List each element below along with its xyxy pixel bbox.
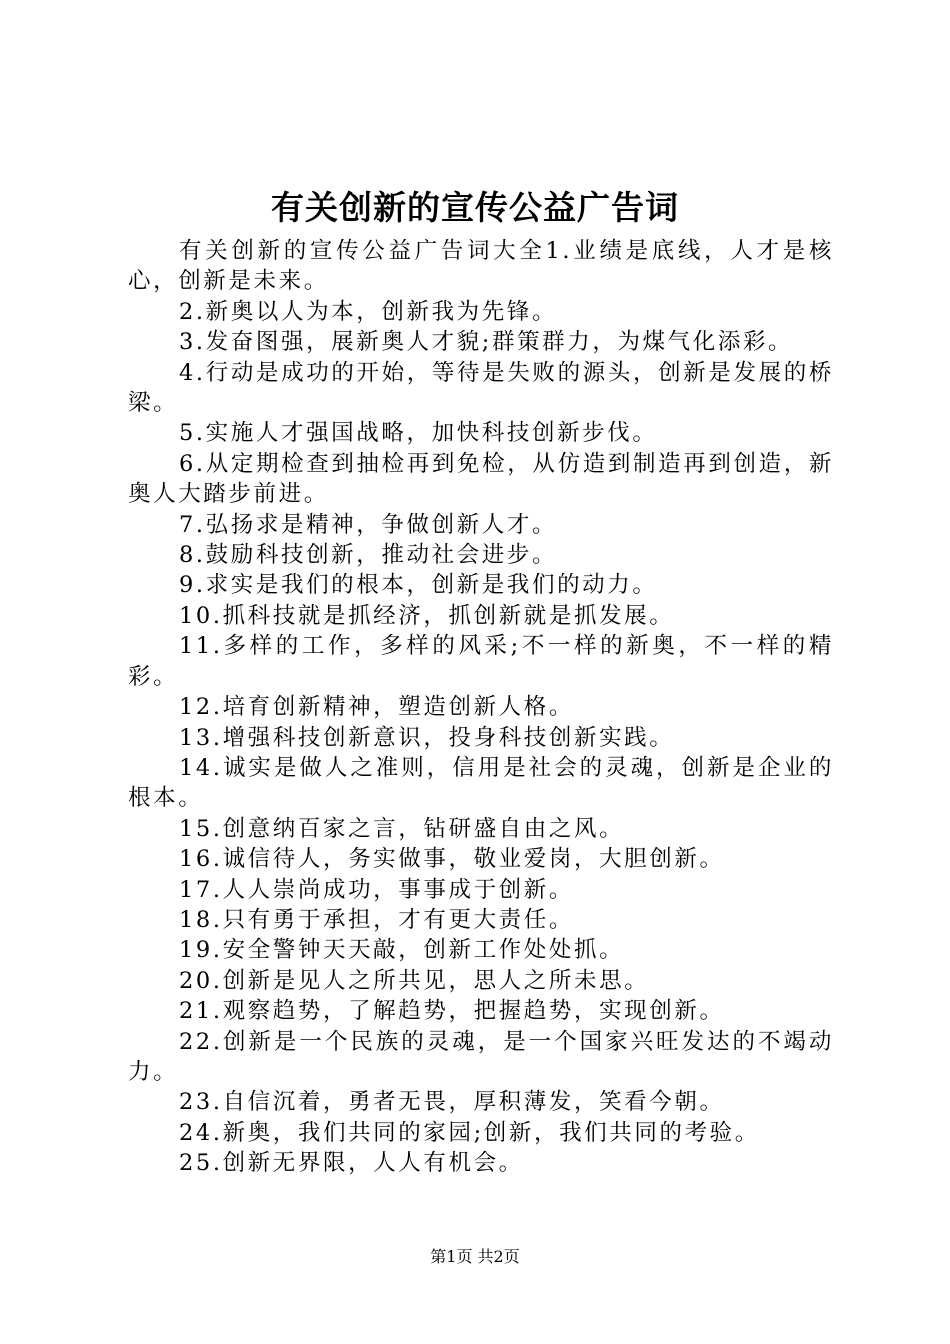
paragraph: 19.安全警钟天天敲，创新工作处处抓。	[179, 937, 625, 964]
paragraph: 25.创新无界限，人人有机会。	[179, 1150, 524, 1177]
paragraph: 15.创意纳百家之言，钻研盛自由之风。	[179, 815, 625, 842]
paragraph: 24.新奥，我们共同的家园;创新，我们共同的考验。	[179, 1119, 760, 1146]
paragraph: 16.诚信待人，务实做事，敬业爱岗，大胆创新。	[179, 846, 725, 873]
paragraph: 20.创新是见人之所共见，思人之所未思。	[179, 967, 650, 994]
paragraph: 12.培育创新精神，塑造创新人格。	[179, 694, 574, 721]
paragraph: 21.观察趋势，了解趋势，把握趋势，实现创新。	[179, 998, 725, 1025]
paragraph: 5.实施人才强国战略，加快科技创新步伐。	[179, 420, 658, 447]
paragraph: 7.弘扬求是精神，争做创新人才。	[179, 511, 558, 538]
paragraph: 9.求实是我们的根本，创新是我们的动力。	[179, 572, 658, 599]
paragraph: 4.行动是成功的开始，等待是失败的源头，创新是发展的桥梁。	[128, 359, 834, 417]
paragraph: 3.发奋图强，展新奥人才貌;群策群力，为煤气化添彩。	[179, 329, 794, 356]
document-title: 有关创新的宣传公益广告词	[271, 188, 679, 227]
paragraph: 18.只有勇于承担，才有更大责任。	[179, 906, 574, 933]
paragraph: 6.从定期检查到抽检再到免检，从仿造到制造再到创造，新奥人大踏步前进。	[128, 450, 834, 508]
paragraph: 22.创新是一个民族的灵魂，是一个国家兴旺发达的不竭动力。	[128, 1028, 834, 1085]
paragraph: 13.增强科技创新意识，投身科技创新实践。	[179, 724, 675, 751]
paragraph: 有关创新的宣传公益广告词大全1.业绩是底线，人才是核心，创新是未来。	[128, 238, 834, 295]
page-footer: 第1页 共2页	[430, 1247, 520, 1266]
paragraph: 10.抓科技就是抓经济，抓创新就是抓发展。	[179, 602, 675, 629]
paragraph: 23.自信沉着，勇者无畏，厚积薄发，笑看今朝。	[179, 1089, 725, 1116]
document-body	[128, 236, 834, 1179]
paragraph: 14.诚实是做人之准则，信用是社会的灵魂，创新是企业的根本。	[128, 754, 834, 812]
paragraph: 17.人人崇尚成功，事事成于创新。	[179, 876, 574, 903]
paragraph: 8.鼓励科技创新，推动社会进步。	[179, 542, 558, 569]
paragraph: 11.多样的工作，多样的风采;不一样的新奥，不一样的精彩。	[128, 633, 834, 690]
paragraph: 2.新奥以人为本，创新我为先锋。	[179, 298, 558, 325]
